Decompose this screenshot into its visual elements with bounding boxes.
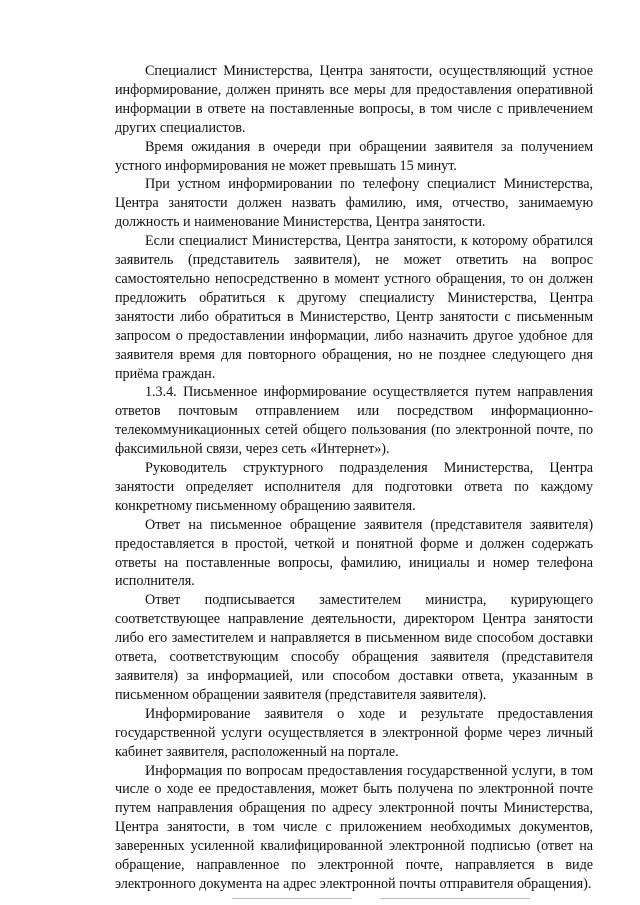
paragraph: Ответ на письменное обращение заявителя (представителя заявителя) предоставляется в простой, четкой и понятной форме и должен содержать ответы на поставленные вопросы, фамилию, инициалы и номер телефона исполнителя. bbox=[115, 516, 593, 590]
paragraph: Информация по вопросам предоставления государственной услуги, в том числе о ходе ее предоставления, может быть получена по электронной почте путем направления обращения по адресу электронной почты Министерства, Центра занятости, в том числе с приложением необходимых документов, заверенных усиленной квалифицированной электронной подписью (ответ на обращение, направленное по электронной почте, направляется в виде электронного документа на адрес электронной почты отправителя обращения). bbox=[115, 762, 593, 892]
document-body bbox=[115, 62, 593, 894]
scan-artifact bbox=[232, 898, 352, 899]
paragraph: Руководитель структурного подразделения Министерства, Центра занятости определяет исполнителя для подготовки ответа по каждому конкретному письменному обращению заявителя. bbox=[115, 460, 593, 514]
paragraph: Специалист Министерства, Центра занятости, осуществляющий устное информирование, должен принять все меры для предоставления оперативной информации в ответе на поставленные вопросы, в том числе с привлечением других специалистов. bbox=[115, 63, 593, 136]
paragraph: Если специалист Министерства, Центра занятости, к которому обратился заявитель (представитель заявителя), не может ответить на вопрос самостоятельно непосредственно в момент устного обращения, то он должен предложить обратиться к другому специалисту Министерства, Центра занятости либо обратиться в Министерство, Центр занятости с письменным запросом о предоставлении информации, либо назначить другое удобное для заявителя время для повторного обращения, но не позднее следующего дня приёма граждан. bbox=[115, 233, 593, 382]
paragraph: Информирование заявителя о ходе и результате предоставления государственной услуги осуществляется в электронной форме через личный кабинет заявителя, расположенный на портале. bbox=[115, 705, 593, 760]
paragraph: Время ожидания в очереди при обращении заявителя за получением устного информирования не может превышать 15 минут. bbox=[115, 138, 593, 174]
paragraph: При устном информировании по телефону специалист Министерства, Центра занятости должен назвать фамилию, имя, отчество, занимаемую должность и наименование Министерства, Центра занятости. bbox=[115, 176, 593, 231]
paragraph: Ответ подписывается заместителем министра, курирующего соответствующее направление деятельности, директором Центра занятости либо его заместителем и направляется в письменном виде способом доставки ответа, соответствующим способу обращения заявителя (представителя заявителя) за информацией, или способом доставки ответа, указанным в письменном обращении заявителя (представителя заявителя). bbox=[115, 592, 593, 703]
scan-artifact bbox=[380, 898, 530, 899]
paragraph: 1.3.4. Письменное информирование осуществляется путем направления ответов почтовым отправлением или посредством информационно-телекоммуникационных сетей общего пользования (по электронной почте, по факсимильной связи, через сеть «Интернет»). bbox=[115, 384, 593, 458]
